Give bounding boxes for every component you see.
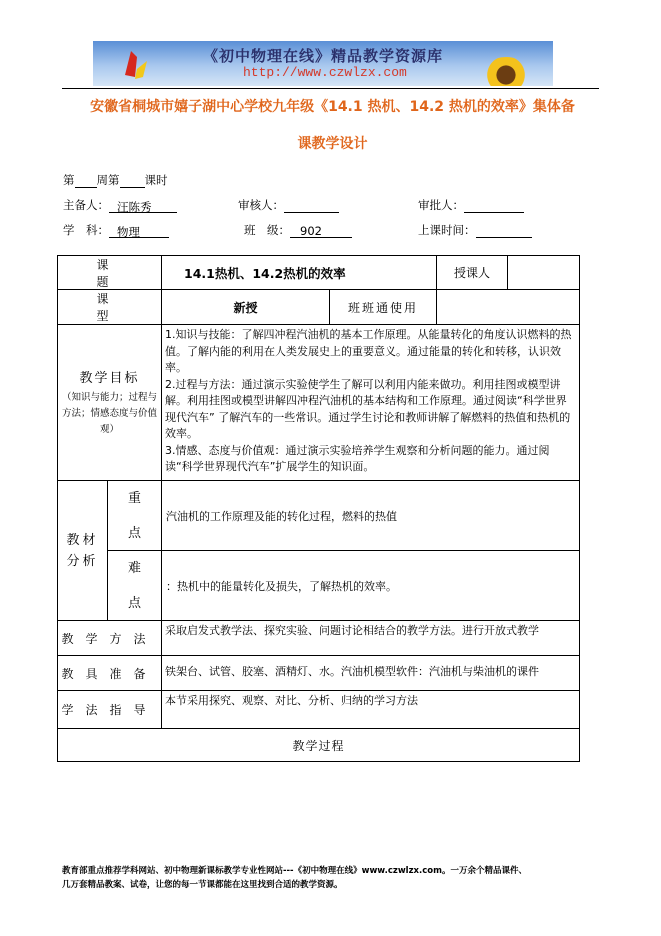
process-heading: 教学过程 xyxy=(57,728,580,762)
footer-line1: 教育部重点推荐学科网站、初中物理新课标教学专业性网站---《初中物理在线》www.czwlzx.com。一万余个精品课件、 xyxy=(62,866,527,876)
method-label: 教学方法 xyxy=(61,631,158,646)
approver-field xyxy=(418,197,524,213)
banner-url[interactable]: http://www.czwlzx.com xyxy=(243,65,407,80)
subject-label: 学 科： xyxy=(63,223,109,237)
goals-content xyxy=(161,324,580,481)
usage-label: 班班通使用 xyxy=(329,289,437,325)
time-value[interactable] xyxy=(476,224,532,238)
subject-field xyxy=(63,222,169,238)
topic-label: 课 题 xyxy=(96,257,175,289)
subject-value[interactable]: 物理 xyxy=(109,224,169,238)
approver-label: 审批人： xyxy=(418,198,464,212)
week-suffix: 课时 xyxy=(144,173,168,187)
tools-label-cell xyxy=(57,655,162,691)
class-label: 班 级： xyxy=(244,223,290,237)
type-label-cell xyxy=(57,289,175,325)
time-label: 上课时间： xyxy=(418,223,476,237)
goal-process: 2.过程与方法：通过演示实验使学生了解可以利用内能来做功。利用挂图或模型讲解。利用挂图或模型讲解四冲程汽油机的基本结构和工作原理。通过阅读“科学世界现代汽车” 了解汽车的一些常识。通过学生讨论和教师讲解了解燃料的热值和热机的效率。 xyxy=(165,377,571,440)
difficult-value: ：热机中的能量转化及损失，了解热机的效率。 xyxy=(161,550,580,621)
teacher-value[interactable] xyxy=(507,255,580,290)
study-value: 本节采用探究、观察、对比、分析、归纳的学习方法 xyxy=(161,690,580,729)
class-value[interactable]: 902 xyxy=(290,224,352,238)
banner-title: 《初中物理在线》精品教学资源库 xyxy=(203,47,444,65)
lesson-blank[interactable] xyxy=(120,174,145,188)
week-prefix: 第 xyxy=(63,173,75,187)
study-label: 学法指导 xyxy=(61,703,158,717)
goals-label: 教学目标 xyxy=(79,371,140,386)
study-label-cell xyxy=(57,690,162,729)
lead-field xyxy=(63,197,177,213)
doc-title-line1: 安徽省桐城市嬉子湖中心学校九年级《14.1 热机、14.2 热机的效率》集体备 xyxy=(90,99,575,115)
header-divider xyxy=(62,88,599,89)
site-logo-icon xyxy=(121,49,151,81)
goals-sublabel: （知识与能力；过程与方法；情感态度与价值观） xyxy=(62,392,158,435)
tools-value: 铁架台、试管、胶塞、酒精灯、水。汽油机模型软件：汽油机与柴油机的课件 xyxy=(161,655,580,691)
type-value: 新授 xyxy=(161,289,330,325)
goals-label-cell xyxy=(57,324,162,481)
usage-value[interactable] xyxy=(436,289,580,325)
sunflower-image xyxy=(481,57,531,86)
type-label: 课 型 xyxy=(96,292,175,323)
reviewer-field xyxy=(238,197,339,213)
time-field xyxy=(418,222,532,238)
tools-label: 教具准备 xyxy=(61,666,158,681)
key-label: 重点 xyxy=(107,480,162,551)
week-blank[interactable] xyxy=(75,174,97,188)
doc-title-line2: 课教学设计 xyxy=(297,136,368,152)
week-mid: 周第 xyxy=(96,173,120,187)
lead-label: 主备人： xyxy=(63,198,109,212)
approver-value[interactable] xyxy=(464,199,524,213)
topic-value: 14.1热机、14.2热机的效率 xyxy=(161,255,437,290)
reviewer-label: 审核人： xyxy=(238,198,284,212)
goal-knowledge: 1.知识与技能：了解四冲程汽油机的基本工作原理。从能量转化的角度认识燃料的热值。了解内能的利用在人类发展史上的重要意义。通过能量的转化和转移，认识效率。 xyxy=(165,328,572,374)
site-banner xyxy=(93,41,553,86)
class-field xyxy=(244,222,352,238)
week-line xyxy=(63,172,168,188)
teacher-label: 授课人 xyxy=(436,255,508,290)
reviewer-value[interactable] xyxy=(284,199,339,213)
lead-value[interactable]: 汪陈秀 xyxy=(109,199,177,213)
difficult-label: 难点 xyxy=(107,550,162,621)
topic-label-cell xyxy=(57,255,175,290)
footer-line2: 几万套精品教案、试卷，让您的每一节课都能在这里找到合适的教学资源。 xyxy=(62,880,343,890)
analysis-label: 教材分析 xyxy=(57,480,108,621)
key-value: 汽油机的工作原理及能的转化过程，燃料的热值 xyxy=(161,480,580,551)
method-label-cell xyxy=(57,620,162,656)
goal-attitude: 3.情感、态度与价值观：通过演示实验培养学生观察和分析问题的能力。通过阅读“科学世界现代汽车”扩展学生的知识面。 xyxy=(165,443,550,473)
method-value: 采取启发式教学法、探究实验、问题讨论相结合的教学方法。进行开放式教学 xyxy=(161,620,580,656)
